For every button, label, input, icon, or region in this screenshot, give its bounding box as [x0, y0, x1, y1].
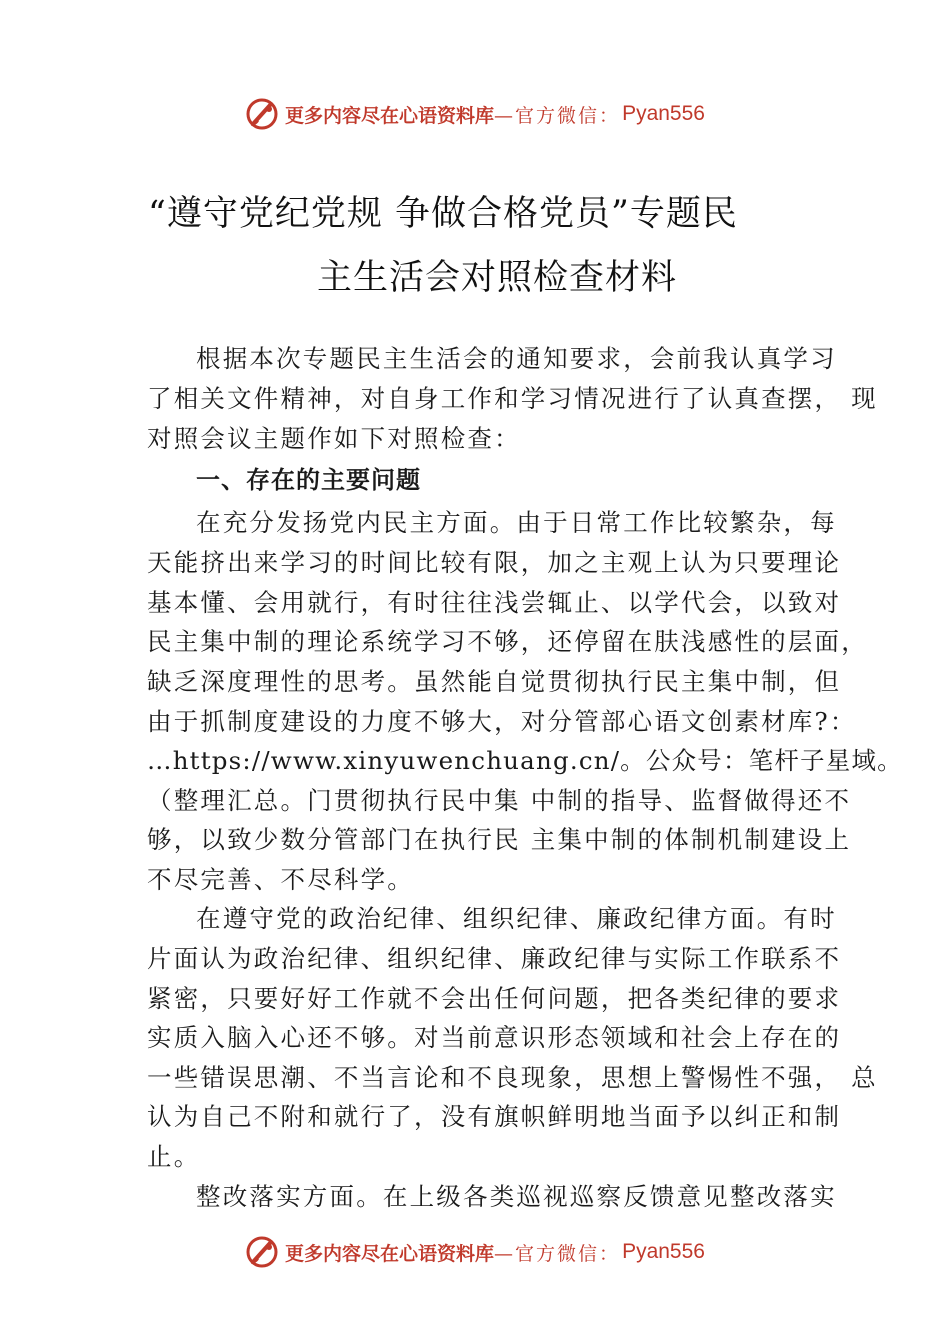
watermark-sub-text: —官方微信：: [494, 104, 621, 127]
body-line: 够，以致少数分管部门在执行民 主集中制的体制机制建设上: [147, 825, 852, 854]
watermark-banner-top: [0, 94, 950, 134]
watermark-main-text: 更多内容尽在心语资料库: [285, 1242, 495, 1265]
document-title-line-2: 主生活会对照检查材料: [317, 258, 678, 298]
body-line: 对照会议主题作如下对照检查：: [147, 424, 521, 453]
body-line: 了相关文件精神，对自身工作和学习情况进行了认真查摆， 现: [147, 384, 878, 413]
body-line: 一些错误思潮、不当言论和不良现象，思想上警惕性不强， 总: [147, 1063, 878, 1092]
body-line: 紧密，只要好好工作就不会出任何问题，把各类纪律的要求: [147, 984, 842, 1013]
watermark-wechat-id: Pyan556: [622, 1240, 705, 1263]
brush-logo-icon: [245, 1235, 279, 1269]
watermark-main-text: 更多内容尽在心语资料库: [285, 104, 495, 127]
section-heading: 一、存在的主要问题: [196, 466, 421, 494]
body-line: 根据本次专题民主生活会的通知要求，会前我认真学习: [196, 344, 837, 373]
body-line: 在遵守党的政治纪律、组织纪律、廉政纪律方面。有时: [196, 904, 837, 933]
body-line: 整改落实方面。在上级各类巡视巡察反馈意见整改落实: [196, 1182, 837, 1211]
body-line: 天能挤出来学习的时间比较有限，加之主观上认为只要理论: [147, 548, 842, 577]
body-line: 片面认为政治纪律、组织纪律、廉政纪律与实际工作联系不: [147, 944, 842, 973]
body-line: 民主集中制的理论系统学习不够，还停留在肤浅感性的层面，: [147, 627, 868, 656]
body-line: 实质入脑入心还不够。对当前意识形态领域和社会上存在的: [147, 1023, 842, 1052]
brush-logo-icon: [245, 97, 279, 131]
body-line: （整理汇总。门贯彻执行民中集 中制的指导、监督做得还不: [147, 786, 852, 815]
watermark-wechat-id: Pyan556: [622, 102, 705, 125]
body-line: 在充分发扬党内民主方面。由于日常工作比较繁杂，每: [196, 508, 837, 537]
watermark-banner-bottom: [0, 1232, 950, 1272]
body-line: 认为自己不附和就行了，没有旗帜鲜明地当面予以纠正和制: [147, 1102, 842, 1131]
body-line: 缺乏深度理性的思考。虽然能自觉贯彻执行民主集中制，但: [147, 667, 842, 696]
body-line: 基本懂、会用就行，有时往往浅尝辄止、以学代会，以致对: [147, 588, 842, 617]
body-line: …https://www.xinyuwenchuang.cn/。公众号：笔杆子星域。: [147, 746, 903, 775]
body-line: 止。: [147, 1142, 201, 1171]
body-line: 由于抓制度建设的力度不够大，对分管部心语文创素材库?：: [147, 707, 857, 736]
watermark-sub-text: —官方微信：: [494, 1242, 621, 1265]
document-title-line-1: “遵守党纪党规 争做合格党员”专题民: [148, 194, 738, 234]
body-line: 不尽完善、不尽科学。: [147, 865, 414, 894]
